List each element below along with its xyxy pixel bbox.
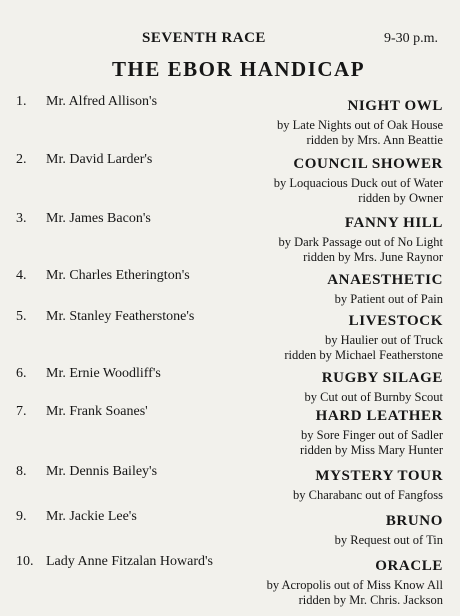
entry-owner: Mr. David Larder's — [46, 152, 153, 167]
entry-breeding: by Sore Finger out of Sadler — [301, 428, 443, 442]
entry-owner: Mr. James Bacon's — [46, 211, 151, 226]
entry-number: 4. — [16, 268, 27, 283]
entry-breeding: by Dark Passage out of No Light — [278, 235, 443, 249]
entry-number: 5. — [16, 309, 27, 324]
entry-horse: ANAESTHETIC — [327, 272, 443, 288]
race-label: SEVENTH RACE — [142, 30, 266, 46]
entry-horse: ORACLE — [375, 558, 443, 574]
entry-breeding: by Request out of Tin — [334, 533, 443, 547]
entry-owner: Mr. Jackie Lee's — [46, 509, 137, 524]
entry-breeding: by Cut out of Burnby Scout — [304, 390, 443, 404]
entry-number: 9. — [16, 509, 27, 524]
entry-number: 3. — [16, 211, 27, 226]
entry-number: 2. — [16, 152, 27, 167]
entry-breeding: by Acropolis out of Miss Know All — [266, 578, 443, 592]
entry-horse: COUNCIL SHOWER — [293, 156, 443, 172]
entry-horse: NIGHT OWL — [347, 98, 443, 114]
entry-breeding: by Charabanc out of Fangfoss — [293, 488, 443, 502]
race-time: 9-30 p.m. — [384, 31, 439, 46]
entry-rider: ridden by Owner — [358, 191, 443, 205]
entry-horse: MYSTERY TOUR — [315, 468, 443, 484]
entry-rider: ridden by Mr. Chris. Jackson — [298, 593, 443, 607]
entry-owner: Mr. Frank Soanes' — [46, 404, 148, 419]
entry-breeding: by Loquacious Duck out of Water — [273, 176, 443, 190]
entry-breeding: by Patient out of Pain — [334, 292, 443, 306]
entry-horse: BRUNO — [385, 513, 443, 529]
entry-horse: FANNY HILL — [344, 215, 443, 231]
entry-owner: Lady Anne Fitzalan Howard's — [46, 554, 213, 569]
entry-owner: Mr. Alfred Allison's — [46, 94, 158, 109]
entry-rider: ridden by Miss Mary Hunter — [299, 443, 443, 457]
race-title: THE EBOR HANDICAP — [112, 57, 366, 81]
entry-rider: ridden by Mrs. Ann Beattie — [306, 133, 443, 147]
entry-number: 10. — [16, 554, 34, 569]
entry-number: 7. — [16, 404, 27, 419]
entry-breeding: by Late Nights out of Oak House — [277, 118, 443, 132]
entry-number: 8. — [16, 464, 27, 479]
entry-owner: Mr. Dennis Bailey's — [46, 464, 158, 479]
entry-horse: HARD LEATHER — [315, 408, 443, 424]
entry-owner: Mr. Ernie Woodliff's — [46, 366, 161, 381]
entry-number: 1. — [16, 94, 27, 109]
entry-number: 6. — [16, 366, 27, 381]
entry-breeding: by Haulier out of Truck — [324, 333, 443, 347]
entry-horse: RUGBY SILAGE — [321, 370, 443, 386]
entry-rider: ridden by Michael Featherstone — [284, 348, 443, 362]
entry-rider: ridden by Mrs. June Raynor — [303, 250, 443, 264]
entry-owner: Mr. Charles Etherington's — [46, 268, 190, 283]
entry-horse: LIVESTOCK — [348, 313, 443, 329]
entry-owner: Mr. Stanley Featherstone's — [46, 309, 195, 324]
race-header — [0, 30, 460, 50]
